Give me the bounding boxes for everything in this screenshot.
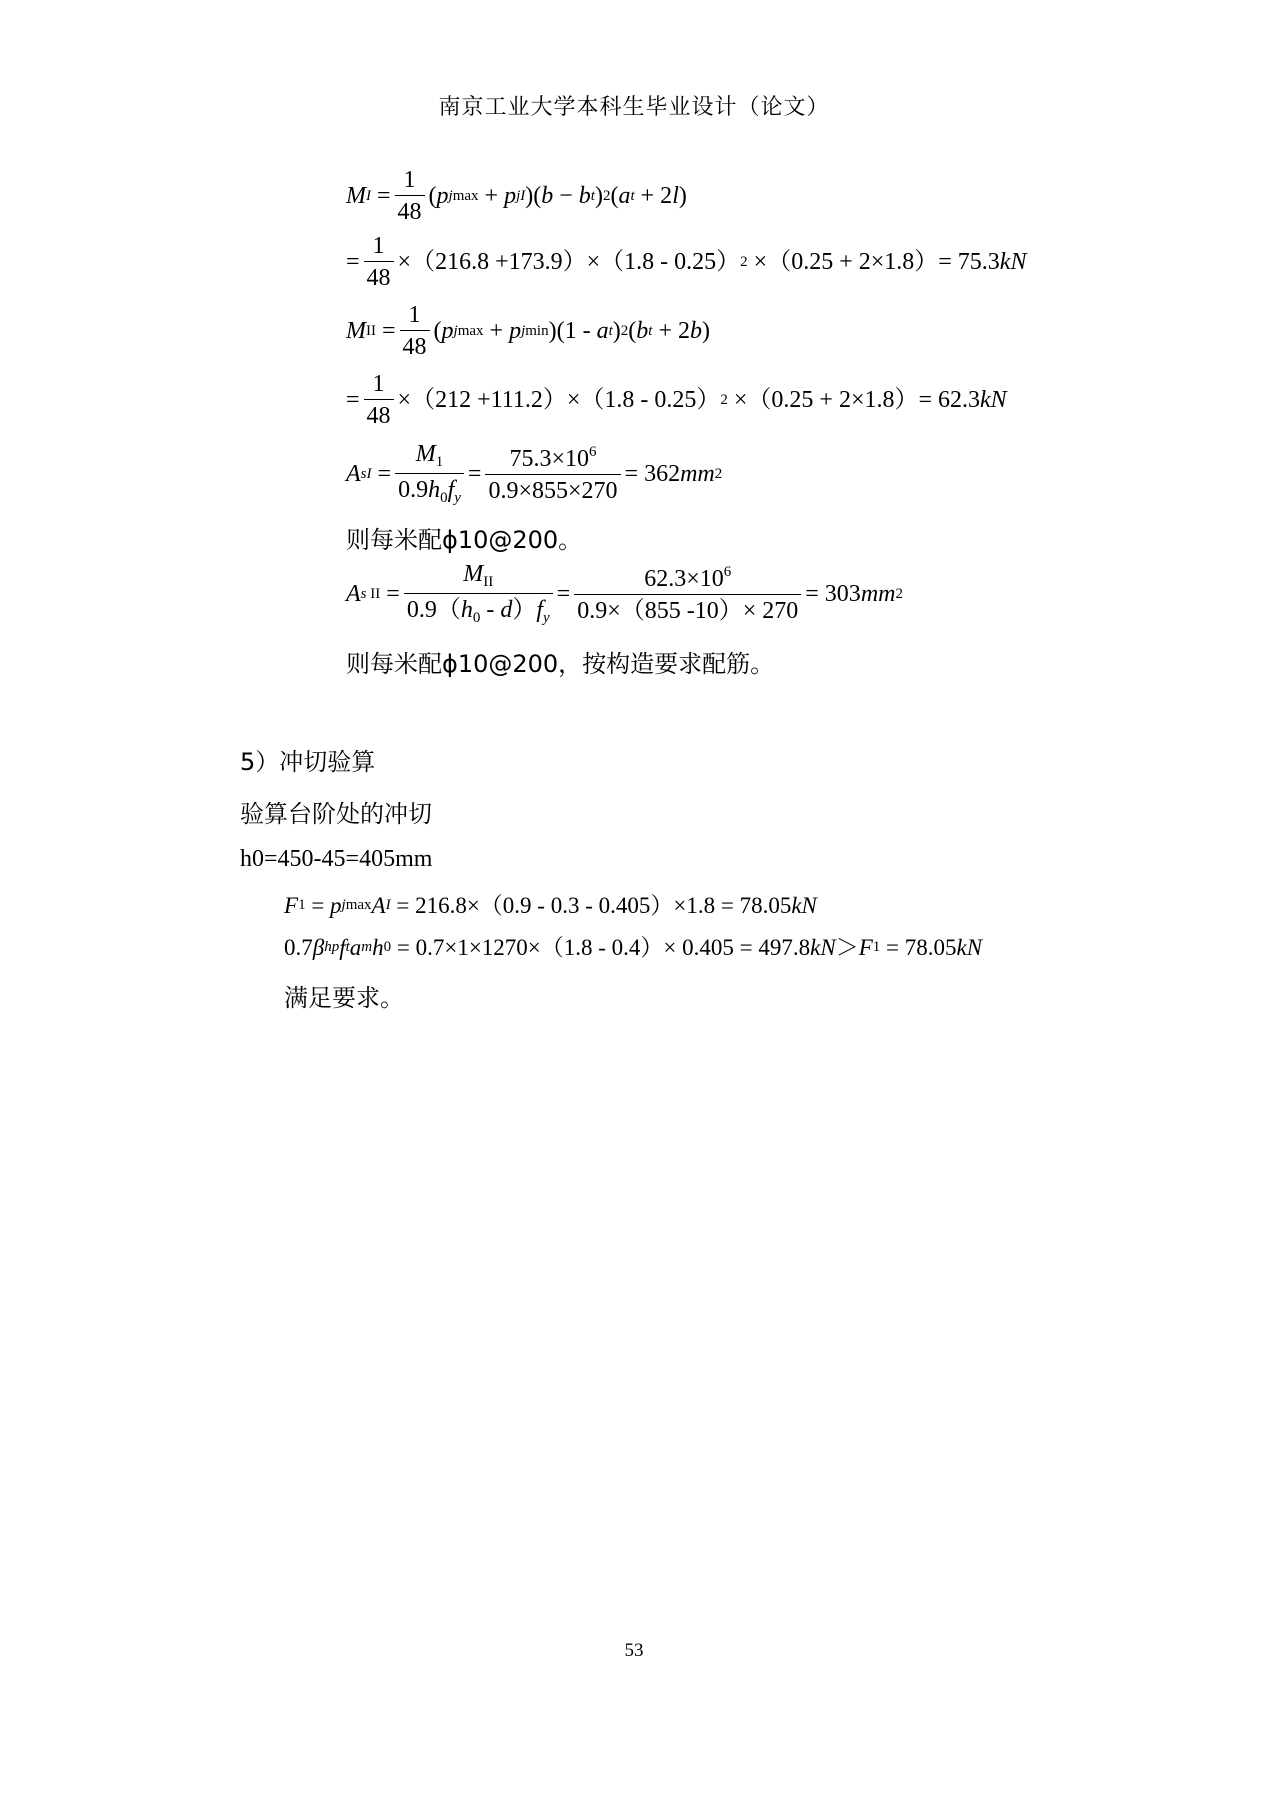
page-number: 53 [624,1640,644,1661]
h0-line: h0=450-45=405mm [240,846,433,872]
eq-punching-check: 0.7 β hp f t a m h 0 = 0.7×1×1270×（1.8 - 0.4）× 0.405 = 497.8 kN ＞ F 1 = 78.05 kN [284,935,983,960]
section-subheading: 验算台阶处的冲切 [240,800,432,828]
section-heading: 5）冲切验算 [240,748,376,776]
eq-m1-value: = $\frac{1}{48}$ ×（216.8 +173.9）×（1.8 - 0.25） 2 ×（0.25 + 2×1.8）= 75.3 kN [346,233,1027,291]
eq-as1: A sI = $\frac{M_1}{0.9h_0f_y}$ = $\frac{75.3\times 10^6}{0.9\times 855\times 270}$ = 362 mm 2 [346,441,723,506]
conclusion: 满足要求。 [284,984,404,1012]
eq-m2-formula: M II = $\frac{1}{48}$ ( p jmax + p jmin )(1 - a t ) 2 ( b t + 2 b ) [346,302,710,360]
eq-m1-formula: M I = $\frac{1}{48}$ ( p jmax + p jI )( b − b t ) 2 ( a t + 2 l ) [346,167,687,225]
eq-f1: F 1 = p jmax A I = 216.8×（0.9 - 0.3 - 0.405）×1.8 = 78.05 kN [284,893,817,918]
running-header: 南京工业大学本科生毕业设计（论文） [438,94,830,119]
as1-note: 则每米配ϕ10@200。 [346,526,583,554]
eq-as2: A s II = $\frac{M_{II}}{0.9(h_0 - d)f_y}$ = $\frac{62.3\times 10^6}{0.9\times(855 -10)\times 270}$ = 303 mm 2 [346,561,903,626]
as2-note: 则每米配ϕ10@200，按构造要求配筋。 [346,650,775,678]
eq-m2-value: = $\frac{1}{48}$ ×（212 +111.2）×（1.8 - 0.25） 2 ×（0.25 + 2×1.8）= 62.3 kN [346,371,1007,429]
